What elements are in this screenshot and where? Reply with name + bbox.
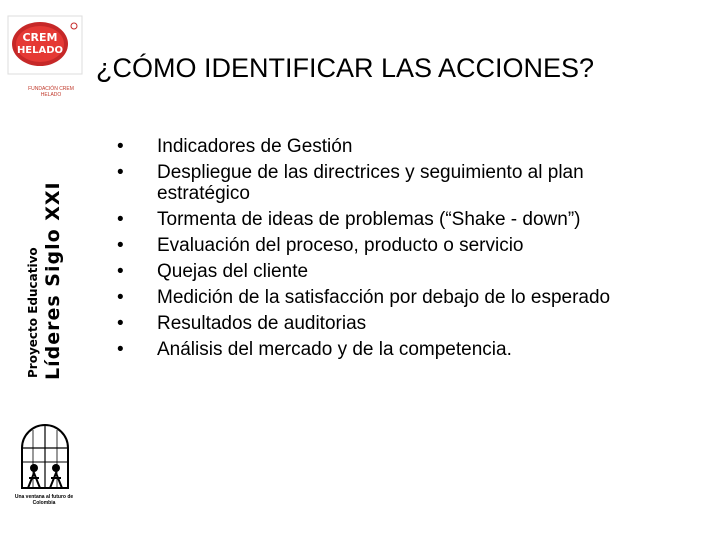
- bullet-icon: •: [117, 235, 124, 256]
- list-item-text: Análisis del mercado y de la competencia.: [157, 339, 512, 360]
- list-item-text: Despliegue de las directrices y seguimiento al plan estratégico: [157, 162, 584, 204]
- bullet-list: [117, 136, 657, 365]
- svg-text:HELADO: HELADO: [16, 45, 64, 56]
- bullet-icon: •: [117, 287, 124, 308]
- project-vertical-label: [24, 181, 74, 410]
- page-title: ¿CÓMO IDENTIFICAR LAS ACCIONES?: [96, 53, 595, 83]
- list-item-text: Indicadores de Gestión: [157, 136, 353, 157]
- list-item: [117, 287, 657, 308]
- list-item-text: Tormenta de ideas de problemas (“Shake - down”): [157, 209, 581, 230]
- bullet-icon: •: [117, 162, 124, 183]
- list-item-text: Quejas del cliente: [157, 261, 309, 282]
- window-emblem-icon: [14, 418, 76, 500]
- bullet-icon: •: [117, 339, 124, 360]
- list-item: [117, 313, 657, 334]
- bullet-icon: •: [117, 209, 124, 230]
- logo-tagline: FUNDACIÓN CREM HELADO: [28, 86, 74, 98]
- bullet-icon: •: [117, 313, 124, 334]
- list-item: [117, 261, 657, 282]
- list-item-text: Medición de la satisfacción por debajo de lo esperado: [157, 287, 611, 308]
- list-item: [117, 209, 657, 230]
- list-item: [117, 339, 657, 360]
- list-item: [117, 235, 657, 256]
- list-item-text: Evaluación del proceso, producto o servicio: [157, 235, 524, 256]
- bullet-icon: •: [117, 261, 124, 282]
- list-item: [117, 162, 657, 204]
- list-item: [117, 136, 657, 157]
- emblem-caption: Una ventana al futuro de Colombia: [14, 494, 74, 506]
- vertical-label-line1: Proyecto Educativo: [26, 247, 40, 378]
- crem-helado-logo: [6, 14, 84, 98]
- svg-text:CREM: CREM: [22, 31, 58, 44]
- vertical-label-line2: Líderes Siglo XXI: [42, 181, 64, 380]
- bullet-icon: •: [117, 136, 124, 157]
- list-item-text: Resultados de auditorias: [157, 313, 367, 334]
